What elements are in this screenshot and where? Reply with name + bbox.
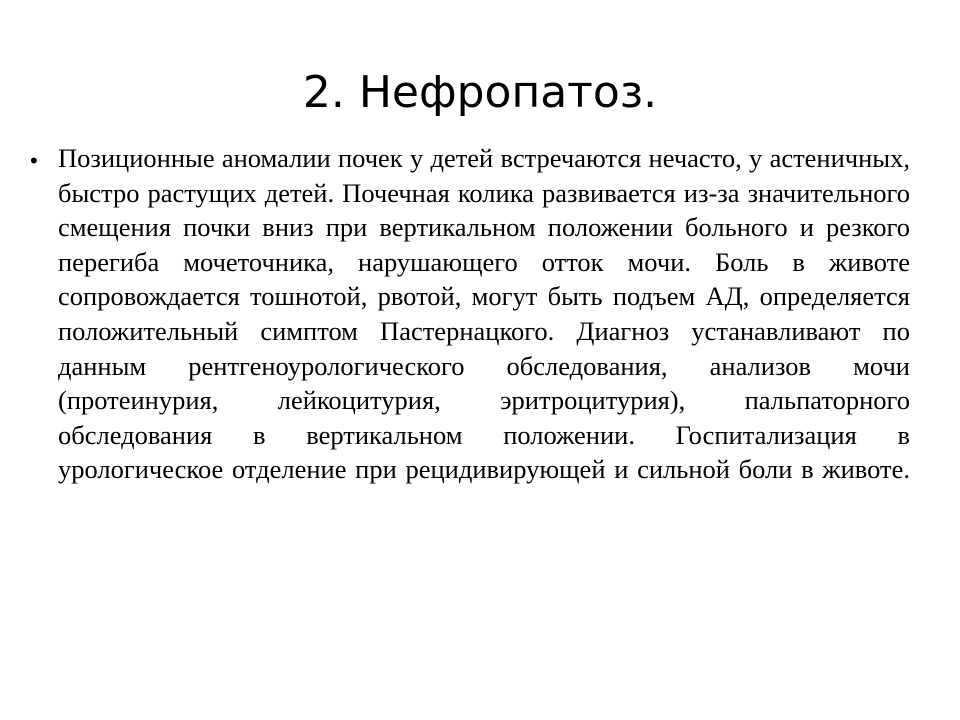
slide-title: 2. Нефропатоз. [302,67,658,118]
bullet-text: Позиционные аномалии почек у детей встречаются нечасто, у астеничных, быстро растущих детей. Почечная колика развивается из-за значительного смещения почки вниз при вертикальном положении больного и резкого перегиба мочеточника, нарушающего отток мочи. Боль в животе сопровождается тошнотой, рвотой, могут быть подъем АД, определяется положительный симптом Пастернацкого. Диагноз устанавливают по данным рентгеноурологического обследования, анализов мочи (протеинурия, лейкоцитурия, эритроцитурия), пальпаторного обследования в вертикальном положении. Госпитализация в урологическое отделение при рецидивирующей и сильной боли в животе. [58,143,910,485]
bullet-item [30,141,910,487]
bullet-list [30,141,910,487]
bullet-marker: • [30,148,38,173]
